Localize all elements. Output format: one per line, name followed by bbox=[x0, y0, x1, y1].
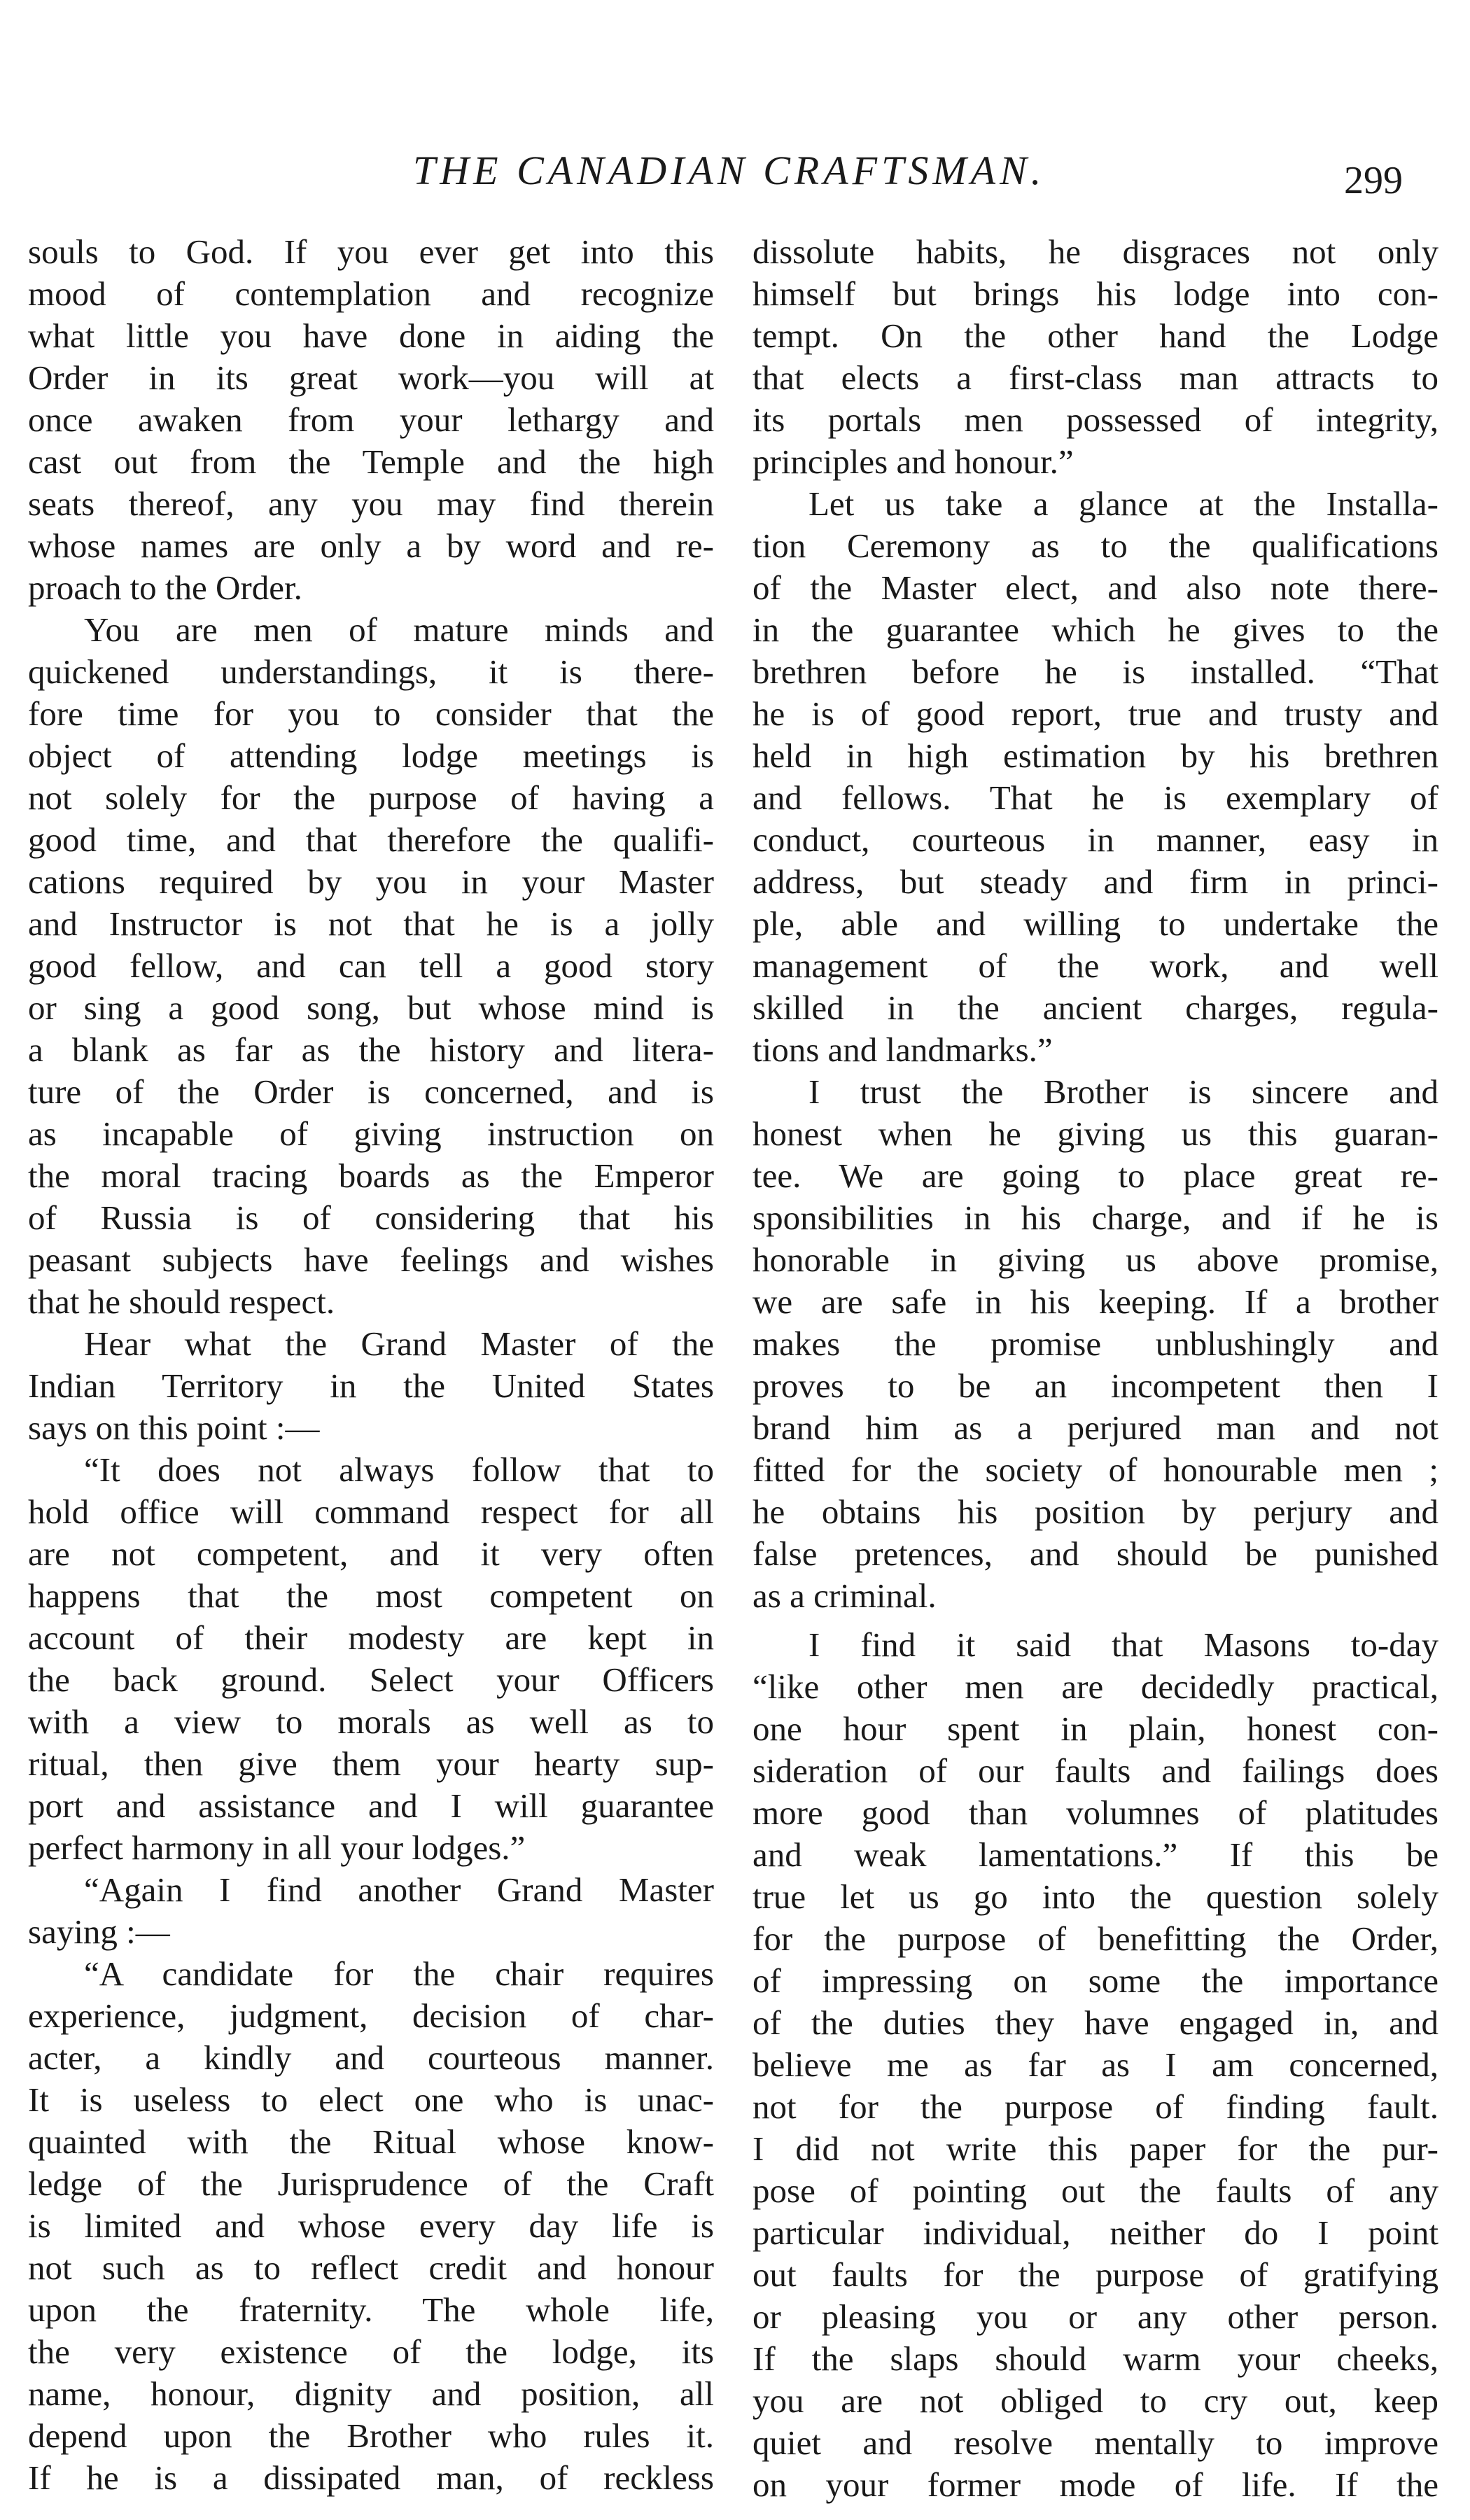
text-line: “like other men are decidedly practical, bbox=[752, 1667, 1438, 1706]
text-line: upon the fraternity. The whole life, bbox=[28, 2290, 714, 2329]
text-line: “A candidate for the chair requires bbox=[84, 1954, 714, 1993]
text-line: himself but brings his lodge into con- bbox=[752, 274, 1438, 313]
text-line: in the guarantee which he gives to the bbox=[752, 610, 1438, 649]
text-line: says on this point :— bbox=[28, 1408, 320, 1447]
text-line: or sing a good song, but whose mind is bbox=[28, 988, 714, 1027]
text-line: makes the promise unblushingly and bbox=[752, 1324, 1438, 1363]
text-line: as incapable of giving instruction on bbox=[28, 1114, 714, 1153]
text-line: false pretences, and should be punished bbox=[752, 1534, 1438, 1573]
text-line: souls to God. If you ever get into this bbox=[28, 232, 714, 271]
text-line: hold office will command respect for all bbox=[28, 1492, 714, 1531]
text-line: one hour spent in plain, honest con- bbox=[752, 1709, 1438, 1748]
text-line: pose of pointing out the faults of any bbox=[752, 2171, 1438, 2210]
text-line: skilled in the ancient charges, regula- bbox=[752, 988, 1438, 1027]
text-line: he is of good report, true and trusty and bbox=[752, 694, 1438, 733]
text-line: peasant subjects have feelings and wishes bbox=[28, 1240, 714, 1279]
text-line: a blank as far as the history and litera- bbox=[28, 1030, 714, 1069]
text-line: fitted for the society of honourable men ; bbox=[752, 1450, 1438, 1489]
text-line: If the slaps should warm your cheeks, bbox=[752, 2339, 1438, 2378]
text-line: for the purpose of benefitting the Order, bbox=[752, 1919, 1438, 1958]
text-line: You are men of mature minds and bbox=[84, 610, 714, 649]
text-line: of the duties they have engaged in, and bbox=[752, 2003, 1438, 2042]
text-line: the moral tracing boards as the Emperor bbox=[28, 1156, 714, 1195]
text-line: ple, able and willing to undertake the bbox=[752, 904, 1438, 943]
text-line: Let us take a glance at the Installa- bbox=[808, 484, 1438, 523]
text-line: we are safe in his keeping. If a brother bbox=[752, 1282, 1438, 1321]
text-line: are not competent, and it very often bbox=[28, 1534, 714, 1573]
text-line: more good than volumnes of platitudes bbox=[752, 1793, 1438, 1832]
text-line: quickened understandings, it is there- bbox=[28, 652, 714, 691]
text-line: proves to be an incompetent then I bbox=[752, 1366, 1438, 1405]
text-line: cast out from the Temple and the high bbox=[28, 442, 714, 481]
text-line: proach to the Order. bbox=[28, 568, 302, 607]
text-line: sponsibilities in his charge, and if he is bbox=[752, 1198, 1438, 1237]
text-line: I find it said that Masons to-day bbox=[808, 1625, 1438, 1664]
text-line: depend upon the Brother who rules it. bbox=[28, 2416, 714, 2455]
text-line: of the Master elect, and also note there- bbox=[752, 568, 1438, 607]
text-line: believe me as far as I am concerned, bbox=[752, 2045, 1438, 2084]
text-line: “Again I find another Grand Master bbox=[84, 1870, 714, 1909]
text-line: on your former mode of life. If the bbox=[752, 2465, 1438, 2504]
text-line: tee. We are going to place great re- bbox=[752, 1156, 1438, 1195]
text-line: that elects a first-class man attracts to bbox=[752, 358, 1438, 397]
page-header bbox=[0, 147, 1470, 203]
text-line: experience, judgment, decision of char- bbox=[28, 1996, 714, 2035]
text-line: dissolute habits, he disgraces not only bbox=[752, 232, 1438, 271]
text-line: name, honour, dignity and position, all bbox=[28, 2374, 714, 2413]
text-line: account of their modesty are kept in bbox=[28, 1618, 714, 1657]
text-line: quainted with the Ritual whose know- bbox=[28, 2122, 714, 2161]
text-line: not for the purpose of finding fault. bbox=[752, 2087, 1438, 2126]
text-line: ledge of the Jurisprudence of the Craft bbox=[28, 2164, 714, 2203]
text-line: not such as to reflect credit and honour bbox=[28, 2248, 714, 2287]
text-line: brethren before he is installed. “That bbox=[752, 652, 1438, 691]
text-line: honorable in giving us above promise, bbox=[752, 1240, 1438, 1279]
text-line: particular individual, neither do I point bbox=[752, 2213, 1438, 2252]
text-line: with a view to morals as well as to bbox=[28, 1702, 714, 1741]
text-line: I trust the Brother is sincere and bbox=[808, 1072, 1438, 1111]
text-line: tions and landmarks.” bbox=[752, 1030, 1053, 1069]
text-line: ture of the Order is concerned, and is bbox=[28, 1072, 714, 1111]
text-line: acter, a kindly and courteous manner. bbox=[28, 2038, 714, 2077]
text-line: held in high estimation by his brethren bbox=[752, 736, 1438, 775]
text-line: you are not obliged to cry out, keep bbox=[752, 2381, 1438, 2420]
text-line: fore time for you to consider that the bbox=[28, 694, 714, 733]
text-line: mood of contemplation and recognize bbox=[28, 274, 714, 313]
text-line: that he should respect. bbox=[28, 1282, 335, 1321]
text-line: If he is a dissipated man, of reckless bbox=[28, 2458, 714, 2497]
text-line: I did not write this paper for the pur- bbox=[752, 2129, 1438, 2168]
text-line: not solely for the purpose of having a bbox=[28, 778, 714, 817]
text-line: Indian Territory in the United States bbox=[28, 1366, 714, 1405]
page-number: 299 bbox=[1344, 159, 1403, 202]
text-line: management of the work, and well bbox=[752, 946, 1438, 985]
text-line: is limited and whose every day life is bbox=[28, 2206, 714, 2245]
text-line: as a criminal. bbox=[752, 1576, 937, 1615]
text-line: ritual, then give them your hearty sup- bbox=[28, 1744, 714, 1783]
right-column bbox=[752, 231, 1438, 2506]
text-line: what little you have done in aiding the bbox=[28, 316, 714, 355]
text-line: its portals men possessed of integrity, bbox=[752, 400, 1438, 439]
text-line: seats thereof, any you may find therein bbox=[28, 484, 714, 523]
text-line: of impressing on some the importance bbox=[752, 1961, 1438, 2000]
text-line: he obtains his position by perjury and bbox=[752, 1492, 1438, 1531]
text-line: whose names are only a by word and re- bbox=[28, 526, 714, 565]
text-line: Hear what the Grand Master of the bbox=[84, 1324, 714, 1363]
text-line: of Russia is of considering that his bbox=[28, 1198, 714, 1237]
text-line: and Instructor is not that he is a jolly bbox=[28, 904, 714, 943]
text-line: port and assistance and I will guarantee bbox=[28, 1786, 714, 1825]
text-line: once awaken from your lethargy and bbox=[28, 400, 714, 439]
text-line: principles and honour.” bbox=[752, 442, 1074, 481]
text-line: honest when he giving us this guaran- bbox=[752, 1114, 1438, 1153]
text-line: perfect harmony in all your lodges.” bbox=[28, 1828, 526, 1867]
text-line: conduct, courteous in manner, easy in bbox=[752, 820, 1438, 859]
text-line: and fellows. That he is exemplary of bbox=[752, 778, 1438, 817]
text-line: cations required by you in your Master bbox=[28, 862, 714, 901]
running-title: THE CANADIAN CRAFTSMAN. bbox=[413, 148, 1046, 193]
text-line: address, but steady and firm in princi- bbox=[752, 862, 1438, 901]
text-line: “It does not always follow that to bbox=[84, 1450, 714, 1489]
text-line: and weak lamentations.” If this be bbox=[752, 1835, 1438, 1874]
text-line: object of attending lodge meetings is bbox=[28, 736, 714, 775]
text-line: good fellow, and can tell a good story bbox=[28, 946, 714, 985]
text-line: brand him as a perjured man and not bbox=[752, 1408, 1438, 1447]
text-line: tion Ceremony as to the qualifications bbox=[752, 526, 1438, 565]
text-line: quiet and resolve mentally to improve bbox=[752, 2423, 1438, 2462]
text-line: good time, and that therefore the qualifi- bbox=[28, 820, 714, 859]
text-line: out faults for the purpose of gratifying bbox=[752, 2255, 1438, 2294]
text-line: It is useless to elect one who is unac- bbox=[28, 2080, 714, 2119]
text-line: or pleasing you or any other person. bbox=[752, 2297, 1438, 2336]
text-line: tempt. On the other hand the Lodge bbox=[752, 316, 1438, 355]
text-line: happens that the most competent on bbox=[28, 1576, 714, 1615]
text-line: the back ground. Select your Officers bbox=[28, 1660, 714, 1699]
text-line: the very existence of the lodge, its bbox=[28, 2332, 714, 2371]
text-line: saying :— bbox=[28, 1912, 170, 1951]
text-line: Order in its great work—you will at bbox=[28, 358, 714, 397]
text-line: sideration of our faults and failings does bbox=[752, 1751, 1438, 1790]
left-column bbox=[28, 231, 714, 2499]
text-line: true let us go into the question solely bbox=[752, 1877, 1438, 1916]
